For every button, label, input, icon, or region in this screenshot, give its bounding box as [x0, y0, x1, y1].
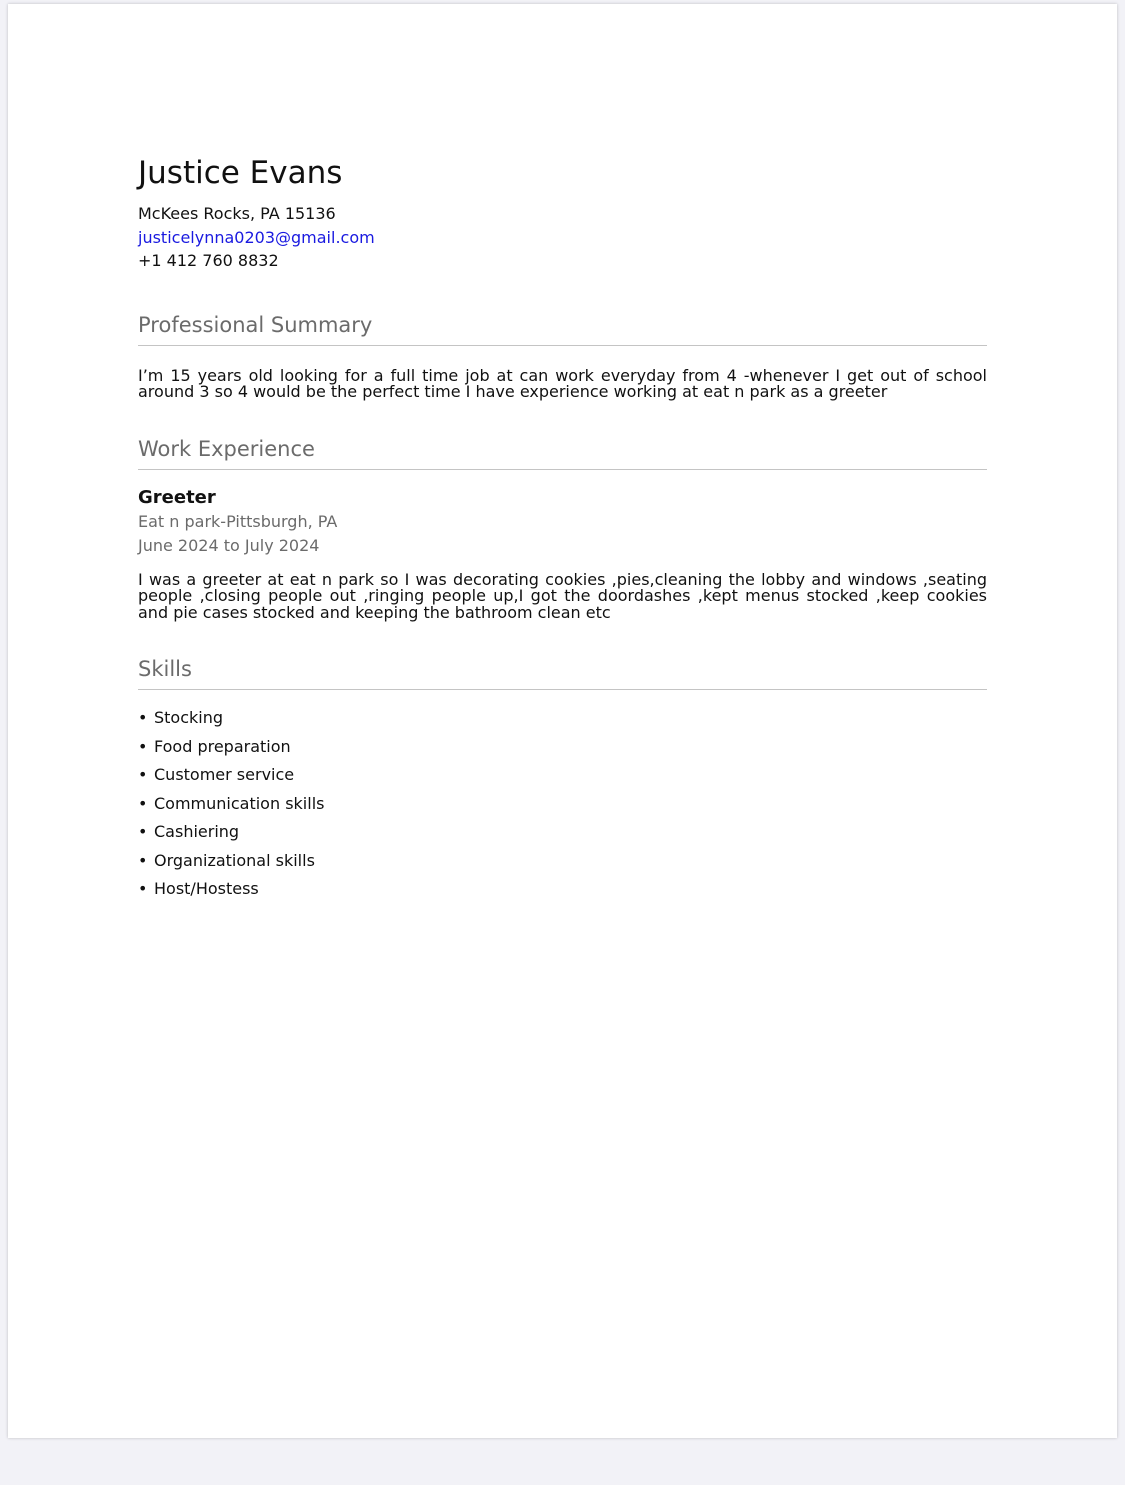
contact-info: [138, 202, 987, 273]
resume-content: [138, 154, 987, 904]
bullet-icon: •: [138, 822, 148, 841]
skills-heading: Skills: [138, 655, 987, 690]
email-link[interactable]: justicelynna0203@gmail.com: [138, 227, 375, 247]
bullet-icon: •: [138, 736, 148, 756]
skill-item: [138, 818, 987, 847]
bullet-icon: •: [138, 765, 148, 784]
bullet-icon: •: [138, 850, 148, 870]
candidate-name: Justice Evans: [138, 155, 343, 191]
bullet-icon: •: [138, 879, 148, 898]
skills-section: [138, 655, 987, 904]
summary-heading: Professional Summary: [138, 311, 987, 346]
bullet-icon: •: [138, 793, 148, 813]
skill-label: Customer service: [154, 765, 295, 784]
resume-page: [8, 4, 1117, 1438]
summary-section: [138, 311, 987, 401]
skills-list: [138, 704, 987, 904]
skill-label: Cashiering: [154, 822, 240, 841]
location-text: McKees Rocks, PA 15136: [138, 204, 336, 223]
skill-label: Communication skills: [154, 793, 325, 813]
skill-item: [138, 704, 987, 733]
summary-text: I’m 15 years old looking for a full time job at can work everyday from 4 -whenever I get out of school around 3 so 4 would be the perfect time I have experience working at eat n park as a greeter: [138, 365, 987, 401]
skill-label: Host/Hostess: [154, 879, 259, 898]
skill-label: Stocking: [154, 708, 224, 727]
job-entry: [138, 485, 987, 622]
job-title: Greeter: [138, 486, 216, 508]
skill-item: [138, 790, 987, 819]
skill-item: [138, 847, 987, 876]
job-description: I was a greeter at eat n park so I was decorating cookies ,pies,cleaning the lobby and windows ,seating people ,closing people out ,ringing people up,I got the doordashes ,kept menus stocked ,keep cookies and pie cases stocked and keeping the bathroom clean etc: [138, 569, 987, 622]
skill-item: [138, 761, 987, 790]
job-dates: June 2024 to July 2024: [138, 535, 320, 555]
skill-label: Food preparation: [154, 736, 291, 756]
skill-item: [138, 733, 987, 762]
job-employer: Eat n park-Pittsburgh, PA: [138, 511, 338, 531]
bullet-icon: •: [138, 708, 148, 727]
phone-text: +1 412 760 8832: [138, 251, 279, 270]
work-experience-heading: Work Experience: [138, 435, 987, 470]
skill-item: [138, 875, 987, 904]
skill-label: Organizational skills: [154, 850, 315, 870]
work-experience-section: [138, 435, 987, 622]
